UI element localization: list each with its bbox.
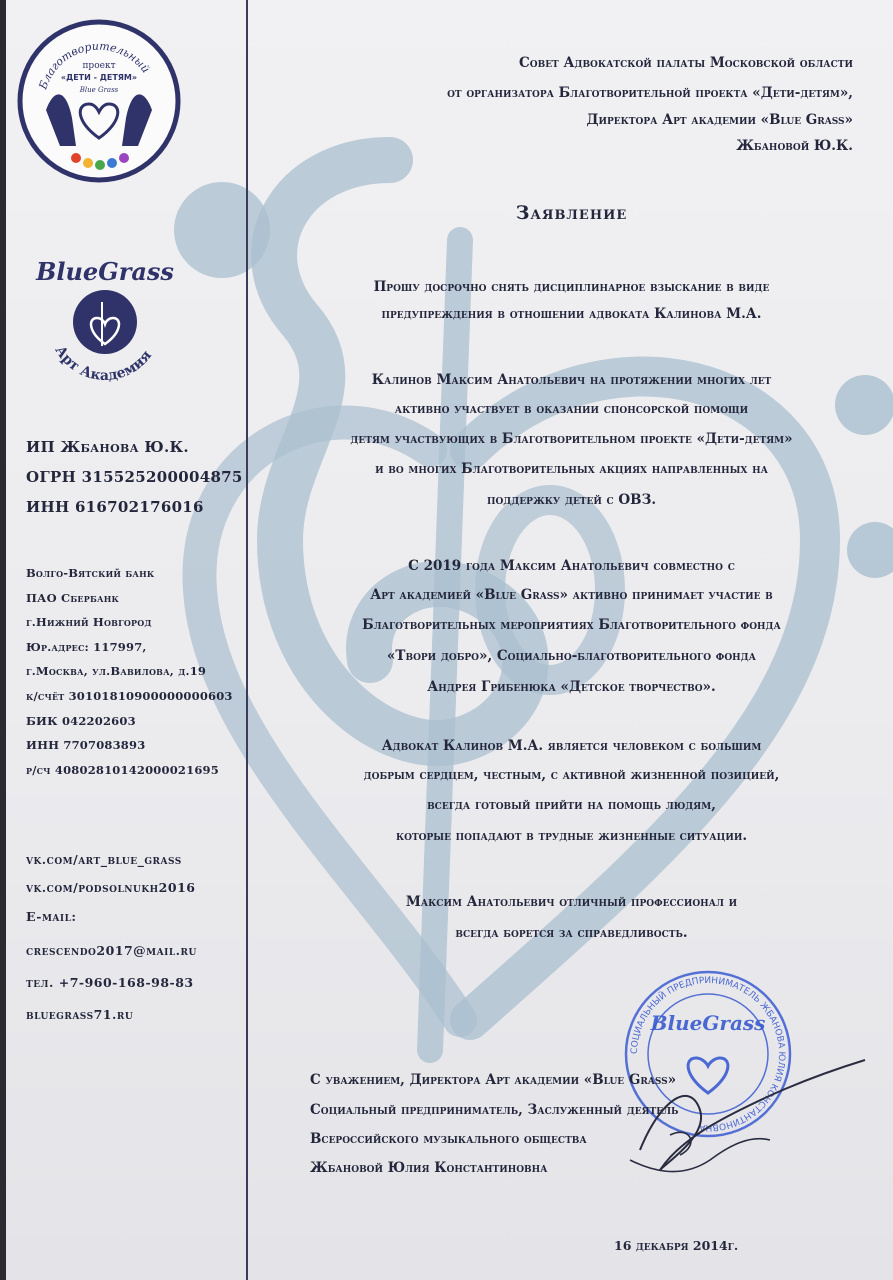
requisite-ogrn: ОГРН 315525200004875 <box>26 468 243 486</box>
stamp-ring-text: СОЦИАЛЬНЫЙ ПРЕДПРИНИМАТЕЛЬ ЖБАНОВА ЮЛИЯ КОНСТАНТИНОВНА <box>629 975 787 1133</box>
bank-line: г.Москва, ул.Вавилова, д.19 <box>26 664 207 678</box>
handwritten-signature <box>600 1040 870 1190</box>
body-line: активно участвует в оказании спонсорской помощи <box>394 401 749 417</box>
body-line: и во многих Благотворительных акциях направленных на <box>375 461 768 477</box>
logo2-brand: BlueGrass <box>36 257 174 286</box>
contact-website[interactable]: bluegrass71.ru <box>26 1007 134 1022</box>
column-divider <box>246 0 248 1280</box>
charity-project-logo <box>16 18 182 184</box>
bank-line: к/счёт 30101810900000000603 <box>26 689 233 703</box>
body-line: всегда борется за справедливость. <box>455 925 688 941</box>
body-line: Благотворительных мероприятиях Благотворительного фонда <box>362 617 781 633</box>
body-line: Максим Анатольевич отличный профессионал и <box>405 894 738 910</box>
body-line: С 2019 года Максим Анатольевич совместно с <box>408 558 735 574</box>
body-line: Калинов Максим Анатольевич на протяжении многих лет <box>371 372 772 388</box>
body-line: «Твори добро», Социально-благотворительного фонда <box>386 648 757 664</box>
logo1-line3: «ДЕТИ - ДЕТЯМ» <box>60 73 138 82</box>
contact-vk-link[interactable]: vk.com/art_blue_grass <box>26 852 182 867</box>
logo1-line4: Blue Grass <box>79 86 119 94</box>
body-line: Прошу досрочно снять дисциплинарное взыскание в виде <box>373 279 770 295</box>
body-line: добрым сердцем, честным, с активной жизненной позицией, <box>363 767 780 783</box>
body-line: Адвокат Калинов М.А. является человеком с большим <box>381 738 762 754</box>
body-line: которые попадают в трудные жизненные ситуации. <box>395 828 748 844</box>
bank-line: Юр.адрес: 117997, <box>26 640 147 654</box>
body-line: предупреждения в отношении адвоката Калинова М.А. <box>381 306 762 322</box>
body-line: Арт академией «Blue Grass» активно принимает участие в <box>370 587 773 603</box>
body-line: детям участвующих в Благотворительном проекте «Дети-детям» <box>350 431 793 447</box>
bank-line: БИК 042202603 <box>26 714 136 728</box>
page-edge <box>0 0 6 1280</box>
signature-line: Всероссийского музыкального общества <box>310 1131 587 1147</box>
stamp-center-text: BlueGrass <box>650 1011 766 1035</box>
bank-line: р/сч 40802810142000021695 <box>26 763 219 777</box>
addressee-line: Жбановой Ю.К. <box>736 138 853 154</box>
bank-line: ПАО Сбербанк <box>26 591 119 605</box>
bank-line: г.Нижний Новгород <box>26 615 152 629</box>
document-date: 16 декабря 2014г. <box>614 1238 739 1253</box>
signature-line: Жбановой Юлия Константиновна <box>310 1160 548 1176</box>
signature-line: С уважением, Директора Арт академии «Blue Grass» <box>310 1072 677 1088</box>
logo1-arc-text: Благотворительный <box>36 39 153 92</box>
bank-line: ИНН 7707083893 <box>26 738 146 752</box>
bluegrass-academy-logo <box>30 250 180 400</box>
addressee-line: от организатора Благотворительной проекта «Дети-детям», <box>447 85 853 101</box>
contact-email[interactable]: crescendo2017@mail.ru <box>26 943 197 958</box>
contact-email-label: E-mail: <box>26 909 77 924</box>
contact-vk-link[interactable]: vk.com/podsolnukh2016 <box>26 880 196 895</box>
addressee-line: Совет Адвокатской палаты Московской области <box>519 55 853 71</box>
contact-phone: тел. +7-960-168-98-83 <box>26 975 194 990</box>
signature-line: Социальный предприниматель, Заслуженный деятель <box>310 1102 679 1118</box>
requisite-inn: ИНН 616702176016 <box>26 498 204 516</box>
requisite-ip: ИП Жбанова Ю.К. <box>26 438 189 456</box>
bank-line: Волго-Вятский банк <box>26 566 155 580</box>
logo1-line2: проект <box>82 61 116 71</box>
document-title: Заявление <box>515 202 628 224</box>
addressee-line: Директора Арт академии «Blue Grass» <box>586 112 853 128</box>
logo2-subtitle: Арт Академия <box>51 342 155 384</box>
body-line: поддержку детей с ОВЗ. <box>486 492 657 508</box>
body-line: всегда готовый прийти на помощь людям, <box>427 797 716 813</box>
body-line: Андрея Грибенюка «Детское творчество». <box>427 679 716 695</box>
